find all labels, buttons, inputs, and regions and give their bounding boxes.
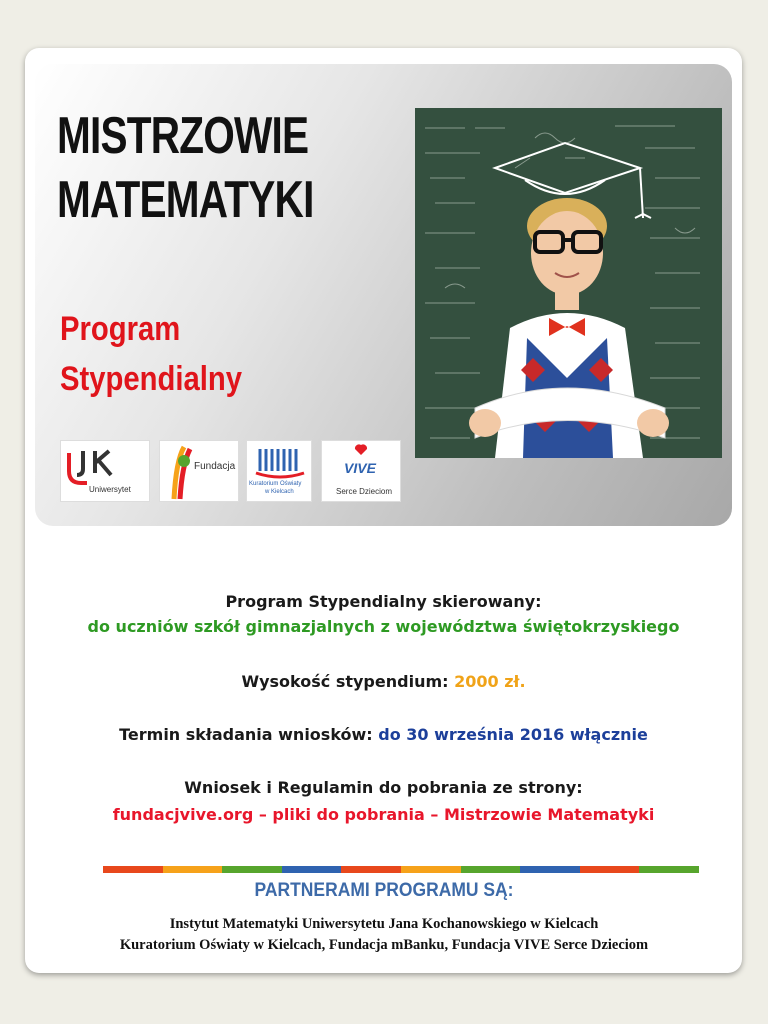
download-value: fundacjvive.org – pliki do pobrania – Mistrzowie Matematyki bbox=[112, 805, 655, 824]
amount-label: Wysokość stypendium: bbox=[241, 672, 449, 691]
ujk-logo bbox=[60, 440, 150, 502]
partners-line-2: Kuratorium Oświaty w Kielcach, Fundacja mBanku, Fundacja VIVE Serce Dzieciom bbox=[119, 937, 649, 953]
audience-value: do uczniów szkół gimnazjalnych z województwa świętokrzyskiego bbox=[87, 617, 680, 636]
partners-line-1: Instytut Matematyki Uniwersytetu Jana Kochanowskiego w Kielcach bbox=[169, 916, 599, 932]
poster-subtitle bbox=[60, 304, 242, 404]
subtitle-line-1: Program bbox=[60, 310, 181, 348]
boy-chalkboard-photo bbox=[415, 108, 722, 458]
subtitle-line-2: Stypendialny bbox=[60, 360, 242, 398]
svg-text:VIVE: VIVE bbox=[344, 460, 376, 476]
title-line-2: MATEMATYKI bbox=[57, 171, 314, 229]
deadline-label: Termin składania wniosków: bbox=[119, 725, 373, 744]
ujk-caption: Uniwersytet bbox=[89, 485, 131, 494]
color-stripe bbox=[103, 866, 699, 873]
partners-heading: PARTNERAMI PROGRAMU SĄ: bbox=[254, 880, 514, 901]
mfundacja-logo bbox=[159, 440, 239, 502]
title-line-1: MISTRZOWIE bbox=[57, 107, 309, 165]
mfundacja-caption: Fundacja bbox=[194, 461, 236, 472]
kuratorium-caption: Kuratorium Oświaty bbox=[249, 481, 302, 487]
audience-label: Program Stypendialny skierowany: bbox=[225, 592, 542, 611]
amount-line bbox=[25, 672, 742, 691]
download-label: Wniosek i Regulamin do pobrania ze strony: bbox=[184, 778, 583, 797]
poster-title bbox=[57, 104, 314, 232]
deadline-value: do 30 września 2016 włącznie bbox=[378, 725, 648, 744]
kuratorium-logo bbox=[246, 440, 312, 502]
hero-banner bbox=[35, 64, 732, 526]
vive-caption: Serce Dzieciom bbox=[336, 487, 393, 496]
vive-logo bbox=[321, 440, 401, 502]
amount-value: 2000 zł. bbox=[454, 672, 526, 691]
deadline-line bbox=[25, 725, 742, 744]
kuratorium-subcaption: w Kielcach bbox=[265, 489, 294, 495]
